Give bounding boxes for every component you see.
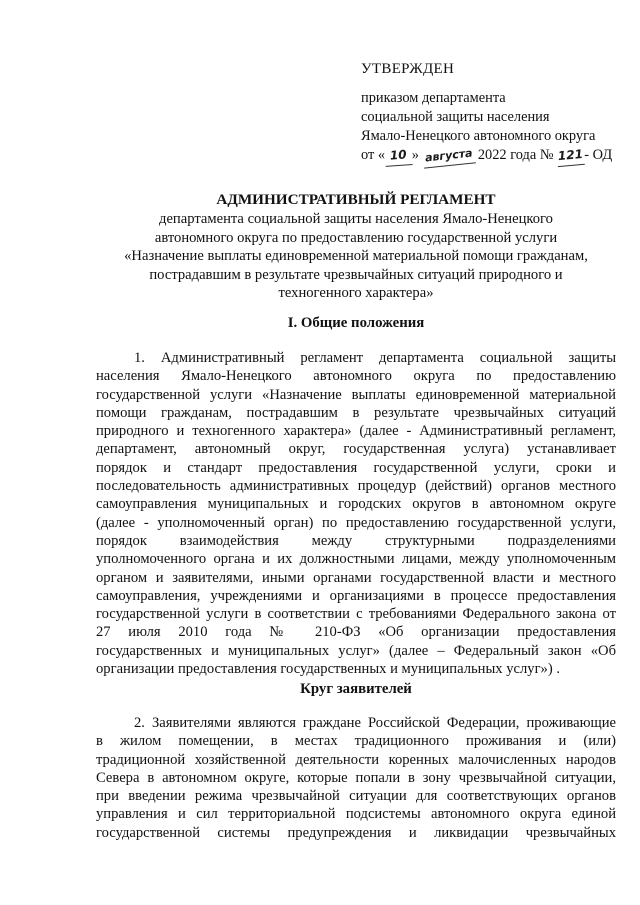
paragraph-line: при введении режима чрезвычайной ситуации для соответствующих органов <box>96 788 616 805</box>
date-mid: » <box>411 147 419 164</box>
paragraph-line: порядок взаимодействия между структурными подразделениями <box>96 532 616 549</box>
paragraph-line: уполномоченного органа и их должностными лицами, между уполномоченным <box>96 551 616 568</box>
paragraph-line: помощи гражданам, пострадавшим в результате чрезвычайных ситуаций <box>96 404 616 421</box>
document-header <box>96 190 616 303</box>
paragraph-line: управления и сил территориальной подсистемы автономного округа единой <box>96 806 616 823</box>
document-subtitle-line: «Назначение выплаты единовременной материальной помощи гражданам, <box>124 248 588 264</box>
paragraph-line: департамент, автономный округ, государственная услуга) устанавливает <box>96 441 616 458</box>
document-subtitle-line: пострадавшим в результате чрезвычайных ситуаций природного и <box>149 266 563 283</box>
paragraph-line: в жилом помещении, в местах традиционного проживания и (или) <box>96 733 616 750</box>
paragraph-line: органом и заявителями, иными органами государственной власти и местного <box>96 569 616 586</box>
paragraph-line: 27 июля 2010 года № 210-ФЗ «Об организации предоставления <box>96 624 616 641</box>
paragraph-line: государственных и муниципальных услуг» (далее – Федеральный закон «Об <box>96 642 616 659</box>
paragraph-line: государственной услуги в соответствии с требованиями Федерального закона от <box>96 606 616 623</box>
approval-line-3: Ямало-Ненецкого автономного округа <box>361 128 596 145</box>
approval-line-2: социальной защиты населения <box>361 109 550 126</box>
section-heading-applicants: Круг заявителей <box>300 681 412 697</box>
paragraph-line: населения Ямало-Ненецкого автономного округа по предоставлению <box>96 368 616 385</box>
date-year: 2022 года № <box>477 147 554 164</box>
handwritten-day: 10 <box>384 145 412 167</box>
paragraph-line: последовательность административных процедур (действий) органов местного <box>96 478 616 495</box>
approval-block <box>361 60 621 166</box>
paragraph-line: государственной системы предупреждения и ликвидации чрезвычайных <box>96 824 616 841</box>
document-title: АДМИНИСТРАТИВНЫЙ РЕГЛАМЕНТ <box>216 191 496 208</box>
paragraph-line: природного и техногенного характера» (далее - Административный регламент, <box>96 423 616 440</box>
paragraph-line: 2. Заявителями являются граждане Российской Федерации, проживающие <box>134 715 616 731</box>
paragraph-1 <box>96 349 616 678</box>
approval-title: УТВЕРЖДЕН <box>361 61 455 77</box>
paragraph-2 <box>96 714 616 842</box>
paragraph-line: порядок и стандарт предоставления государственной услуги, сроки и <box>96 459 616 476</box>
section-heading-general: I. Общие положения <box>287 315 425 331</box>
paragraph-line: государственной услуги «Назначение выплаты единовременной материальной <box>96 386 616 403</box>
paragraph-line: самоуправления, учреждениями и организациями в процессе предоставления <box>96 587 616 604</box>
document-subtitle-line: техногенного характера» <box>278 285 434 301</box>
approval-line-1: приказом департамента <box>361 90 506 107</box>
approval-date-line <box>361 146 621 166</box>
date-prefix: от « <box>361 147 386 164</box>
paragraph-line: (далее - уполномоченный орган) по предоставлению государственной услуги, <box>96 514 616 531</box>
document-subtitle-line: автономного округа по предоставлению государственной услуги <box>154 229 558 246</box>
handwritten-order-number: 121 <box>556 145 585 167</box>
paragraph-line: организации предоставления государственных и муниципальных услуг») . <box>96 661 561 678</box>
handwritten-month: августа <box>422 144 475 169</box>
paragraph-line: 1. Административный регламент департамента социальной защиты <box>134 350 616 366</box>
paragraph-line: Севера в автономном округе, которые попали в зону чрезвычайной ситуации, <box>96 769 616 786</box>
paragraph-line: традиционной хозяйственной деятельности коренных малочисленных народов <box>96 751 616 768</box>
paragraph-line: самоуправления муниципальных и городских округов в автономном округе <box>96 496 616 513</box>
order-suffix: - ОД <box>584 147 613 164</box>
document-subtitle-line: департамента социальной защиты населения Ямало-Ненецкого <box>159 211 553 227</box>
